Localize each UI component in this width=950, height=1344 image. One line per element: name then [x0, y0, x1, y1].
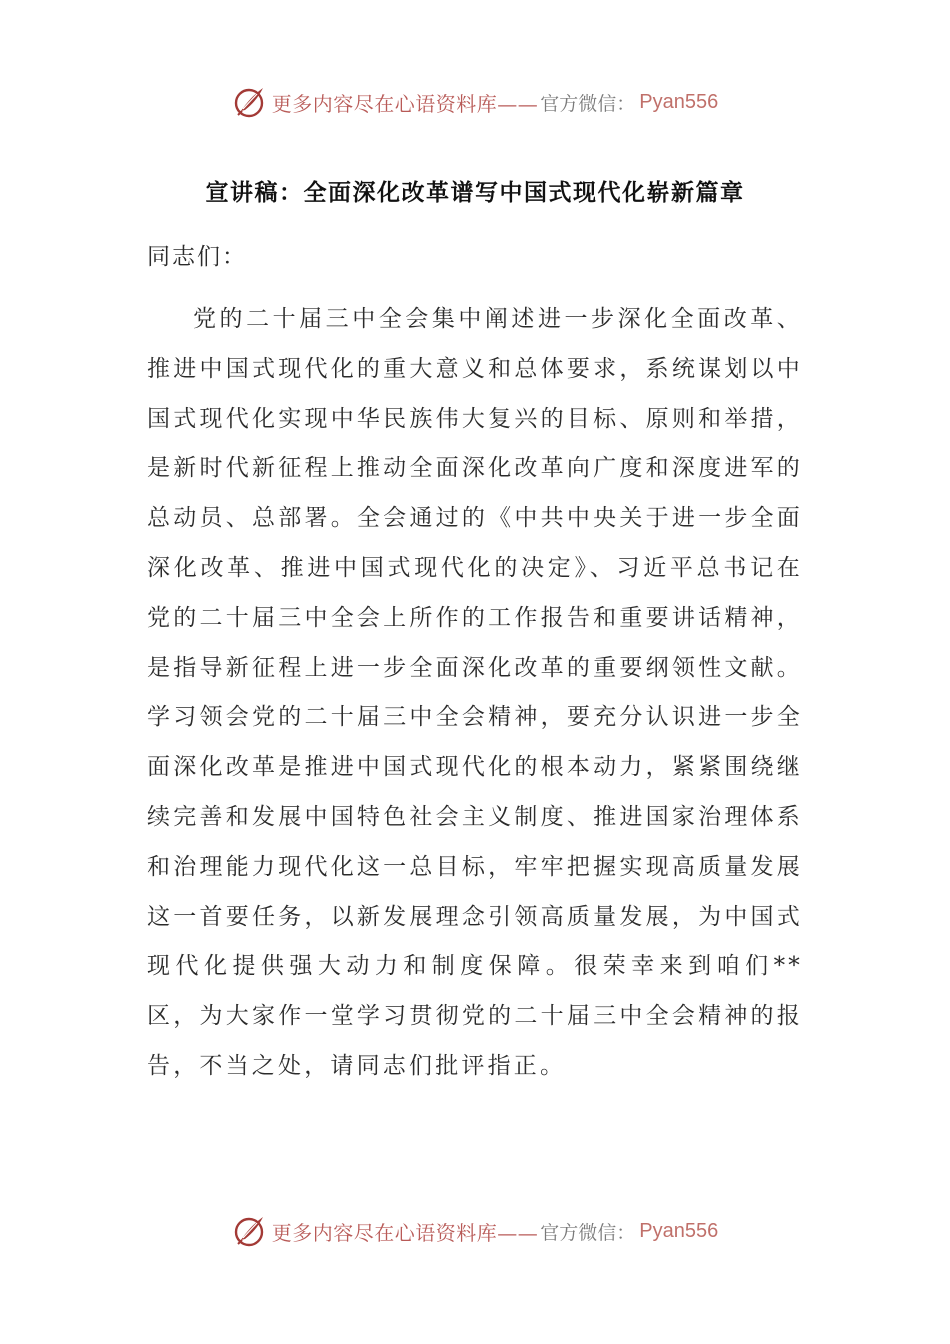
body-paragraph: 党的二十届三中全会集中阐述进一步深化全面改革、推进中国式现代化的重大意义和总体要求，系统谋划以中国式现代化实现中华民族伟大复兴的目标、原则和举措，是新时代新征程上推动全面深化改革向广度和深度进军的总动员、总部署。全会通过的《中共中央关于进一步全面深化改革、推进中国式现代化的决定》、习近平总书记在党的二十届三中全会上所作的工作报告和重要讲话精神，是指导新征程上进一步全面深化改革的重要纲领性文献。学习领会党的二十届三中全会精神，要充分认识进一步全面深化改革是推进中国式现代化的根本动力，紧紧围绕继续完善和发展中国特色社会主义制度、推进国家治理体系和治理能力现代化这一总目标，牢牢把握实现高质量发展这一首要任务，以新发展理念引领高质量发展，为中国式现代化提供强大动力和制度保障。很荣幸来到咱们**区，为大家作一堂学习贯彻党的二十届三中全会精神的报告，不当之处，请同志们批评指正。: [147, 306, 803, 1079]
document-title: 宣讲稿：全面深化改革谱写中国式现代化崭新篇章: [205, 180, 745, 206]
banner-wechat-label: 官方微信：: [540, 1221, 636, 1244]
footer-banner: [0, 1211, 950, 1251]
salutation: 同志们：: [147, 244, 247, 270]
banner-wechat-label: 官方微信：: [540, 92, 636, 115]
quill-pen-circle-icon: [232, 1213, 268, 1249]
banner-wechat-handle: Pyan556: [639, 1219, 719, 1242]
banner-slogan: 更多内容尽在心语资料库——: [271, 91, 539, 116]
header-banner: [0, 82, 950, 122]
banner-slogan: 更多内容尽在心语资料库——: [271, 1220, 539, 1245]
banner-wechat-handle: Pyan556: [639, 90, 719, 113]
quill-pen-circle-icon: [232, 84, 268, 120]
